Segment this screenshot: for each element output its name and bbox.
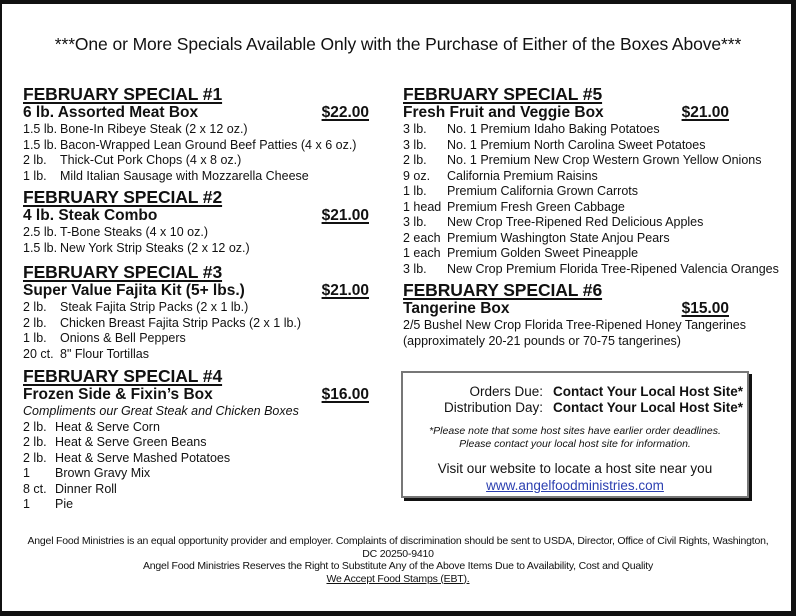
- distribution-day-row: [403, 400, 747, 416]
- special-price: $22.00: [321, 104, 369, 121]
- list-item: [23, 482, 369, 498]
- item-qty: 1.5 lb.: [23, 137, 58, 152]
- list-item: [23, 420, 369, 436]
- food-stamps-notice: We Accept Food Stamps (EBT).: [326, 572, 470, 585]
- special-description: 2/5 Bushel New Crop Florida Tree-Ripened Honey Tangerines: [403, 318, 747, 332]
- list-item: [23, 241, 369, 257]
- list-item: [403, 169, 729, 185]
- item-desc: New Crop Premium Florida Tree-Ripened Valencia Oranges: [447, 261, 779, 276]
- item-desc: Brown Gravy Mix: [55, 466, 151, 480]
- substitution-notice: Angel Food Ministries Reserves the Right to Substitute Any of the Above Items Due to Availability, Cost and Quality: [142, 560, 654, 572]
- item-desc: No. 1 Premium North Carolina Sweet Potatoes: [447, 137, 706, 152]
- item-desc: Steak Fajita Strip Packs (2 x 1 lb.): [60, 300, 249, 314]
- list-item: [23, 225, 369, 241]
- list-item: [23, 138, 369, 154]
- item-desc: Onions & Bell Peppers: [60, 331, 186, 345]
- item-desc: Premium California Grown Carrots: [447, 184, 639, 198]
- special-heading: [23, 386, 369, 404]
- item-qty: 1: [23, 497, 30, 511]
- special-heading: [403, 300, 729, 318]
- list-item: [403, 215, 729, 231]
- item-desc: Bone-In Ribeye Steak (2 x 12 oz.): [60, 122, 248, 136]
- special-title: FEBRUARY SPECIAL #1: [23, 84, 223, 104]
- item-qty: 1: [23, 466, 30, 480]
- item-qty: 1 lb.: [403, 184, 427, 198]
- specials-banner: ***One or More Specials Available Only with the Purchase of Either of the Boxes Above***: [54, 34, 742, 54]
- list-item: [23, 316, 369, 332]
- item-qty: 2 lb.: [23, 419, 47, 434]
- item-desc: Premium Washington State Anjou Pears: [447, 230, 670, 245]
- deadline-note-line-1: *Please note that some host sites have earlier order deadlines.: [429, 425, 721, 437]
- special-name: 4 lb. Steak Combo: [23, 207, 158, 224]
- list-item: [403, 231, 729, 247]
- item-desc: Thick-Cut Pork Chops (4 x 8 oz.): [60, 153, 242, 167]
- item-qty: 2 lb.: [23, 153, 47, 167]
- list-item: [23, 153, 369, 169]
- item-desc: New Crop Tree-Ripened Red Delicious Apples: [447, 215, 704, 229]
- special-heading: [23, 104, 369, 122]
- special-price: $15.00: [681, 300, 729, 317]
- list-item: [23, 169, 369, 185]
- item-qty: 1 head: [403, 199, 442, 214]
- item-qty: 3 lb.: [403, 137, 427, 152]
- special-title: FEBRUARY SPECIAL #5: [403, 84, 603, 104]
- list-item: [403, 122, 729, 138]
- item-qty: 1 lb.: [23, 331, 47, 345]
- item-desc: No. 1 Premium Idaho Baking Potatoes: [447, 122, 660, 136]
- item-desc: Pie: [55, 497, 74, 511]
- distribution-day-value: Contact Your Local Host Site*: [553, 400, 744, 415]
- special-price: $16.00: [321, 386, 369, 403]
- list-item: [403, 246, 729, 262]
- special-title: FEBRUARY SPECIAL #6: [403, 280, 603, 300]
- special-price: $21.00: [681, 104, 729, 121]
- list-item: [403, 261, 779, 278]
- item-qty: 1.5 lb.: [23, 240, 58, 255]
- list-item: [23, 347, 369, 363]
- list-item: [23, 466, 369, 482]
- list-item: [403, 138, 729, 154]
- list-item: [403, 153, 762, 169]
- special-5: [403, 84, 779, 277]
- item-desc: Premium Fresh Green Cabbage: [447, 199, 625, 214]
- special-heading: [403, 104, 729, 122]
- item-qty: 2 lb.: [23, 300, 47, 314]
- item-desc: Dinner Roll: [55, 481, 117, 496]
- special-title: FEBRUARY SPECIAL #2: [23, 187, 223, 207]
- special-price: $21.00: [321, 282, 369, 299]
- list-item: [23, 122, 369, 138]
- item-desc: Premium Golden Sweet Pineapple: [447, 246, 639, 260]
- special-title: FEBRUARY SPECIAL #3: [23, 262, 223, 282]
- item-qty: 9 oz.: [403, 168, 431, 183]
- item-qty: 2 lb.: [23, 315, 47, 330]
- item-desc: No. 1 Premium New Crop Western Grown Yellow Onions: [447, 153, 762, 167]
- special-title: FEBRUARY SPECIAL #4: [23, 366, 223, 386]
- item-desc: Bacon-Wrapped Lean Ground Beef Patties (4 x 6 oz.): [60, 137, 357, 152]
- special-2: [23, 187, 369, 256]
- list-item: [23, 435, 369, 451]
- special-name: Frozen Side & Fixin’s Box: [23, 386, 213, 403]
- item-qty: 2 lb.: [23, 450, 47, 465]
- item-desc: Chicken Breast Fajita Strip Packs (2 x 1 lb.): [60, 315, 302, 330]
- item-qty: 1.5 lb.: [23, 122, 58, 136]
- distribution-day-label: Distribution Day:: [443, 400, 543, 415]
- orders-due-label: Orders Due:: [469, 384, 543, 399]
- special-note: Compliments our Great Steak and Chicken Boxes: [23, 404, 299, 418]
- special-6: [403, 280, 747, 349]
- item-qty: 3 lb.: [403, 261, 427, 276]
- item-desc: Heat & Serve Mashed Potatoes: [55, 450, 231, 465]
- item-desc: California Premium Raisins: [447, 168, 598, 183]
- special-3: [23, 262, 369, 362]
- equal-opportunity-statement: Angel Food Ministries is an equal opportunity provider and employer. Complaints of discrimination should be sent to USDA, Director, Office of Civil Rights, Washington, DC 20250-9410: [27, 535, 769, 560]
- order-info-box: [401, 371, 749, 498]
- special-name: Super Value Fajita Kit (5+ lbs.): [23, 282, 245, 299]
- item-qty: 8 ct.: [23, 481, 47, 496]
- visit-website-text: Visit our website to locate a host site near you: [437, 461, 713, 476]
- special-price: $21.00: [321, 207, 369, 224]
- special-heading: [23, 207, 369, 225]
- footer: [20, 535, 776, 585]
- special-heading: [23, 282, 369, 300]
- deadline-note: [403, 425, 747, 451]
- item-desc: New York Strip Steaks (2 x 12 oz.): [60, 240, 250, 255]
- item-qty: 1 lb.: [23, 168, 47, 183]
- list-item: [23, 300, 369, 316]
- item-qty: 3 lb.: [403, 215, 427, 229]
- special-name: Tangerine Box: [403, 300, 510, 317]
- special-1: [23, 84, 369, 184]
- item-qty: 20 ct.: [23, 346, 54, 361]
- special-name: 6 lb. Assorted Meat Box: [23, 104, 199, 121]
- item-qty: 3 lb.: [403, 122, 427, 136]
- list-item: [403, 200, 729, 216]
- orders-due-row: [403, 384, 747, 400]
- item-qty: 2 lb.: [403, 153, 427, 167]
- item-desc: Heat & Serve Green Beans: [55, 435, 207, 449]
- item-desc: T-Bone Steaks (4 x 10 oz.): [60, 225, 208, 239]
- item-desc: Mild Italian Sausage with Mozzarella Cheese: [60, 168, 309, 183]
- item-qty: 1 each: [403, 246, 441, 260]
- item-qty: 2 lb.: [23, 435, 47, 449]
- item-desc: Heat & Serve Corn: [55, 419, 160, 434]
- item-qty: 2 each: [403, 230, 441, 245]
- deadline-note-line-2: Please contact your local host site for information.: [459, 438, 691, 450]
- list-item: [23, 331, 369, 347]
- list-item: [403, 184, 729, 200]
- website-link[interactable]: www.angelfoodministries.com: [486, 478, 664, 493]
- special-name: Fresh Fruit and Veggie Box: [403, 104, 604, 121]
- item-qty: 2.5 lb.: [23, 225, 58, 239]
- item-desc: 8" Flour Tortillas: [60, 346, 149, 361]
- special-4: [23, 366, 369, 513]
- list-item: [23, 451, 369, 467]
- special-description: (approximately 20-21 pounds or 70-75 tangerines): [403, 333, 681, 348]
- orders-due-value: Contact Your Local Host Site*: [553, 384, 744, 399]
- list-item: [23, 497, 369, 513]
